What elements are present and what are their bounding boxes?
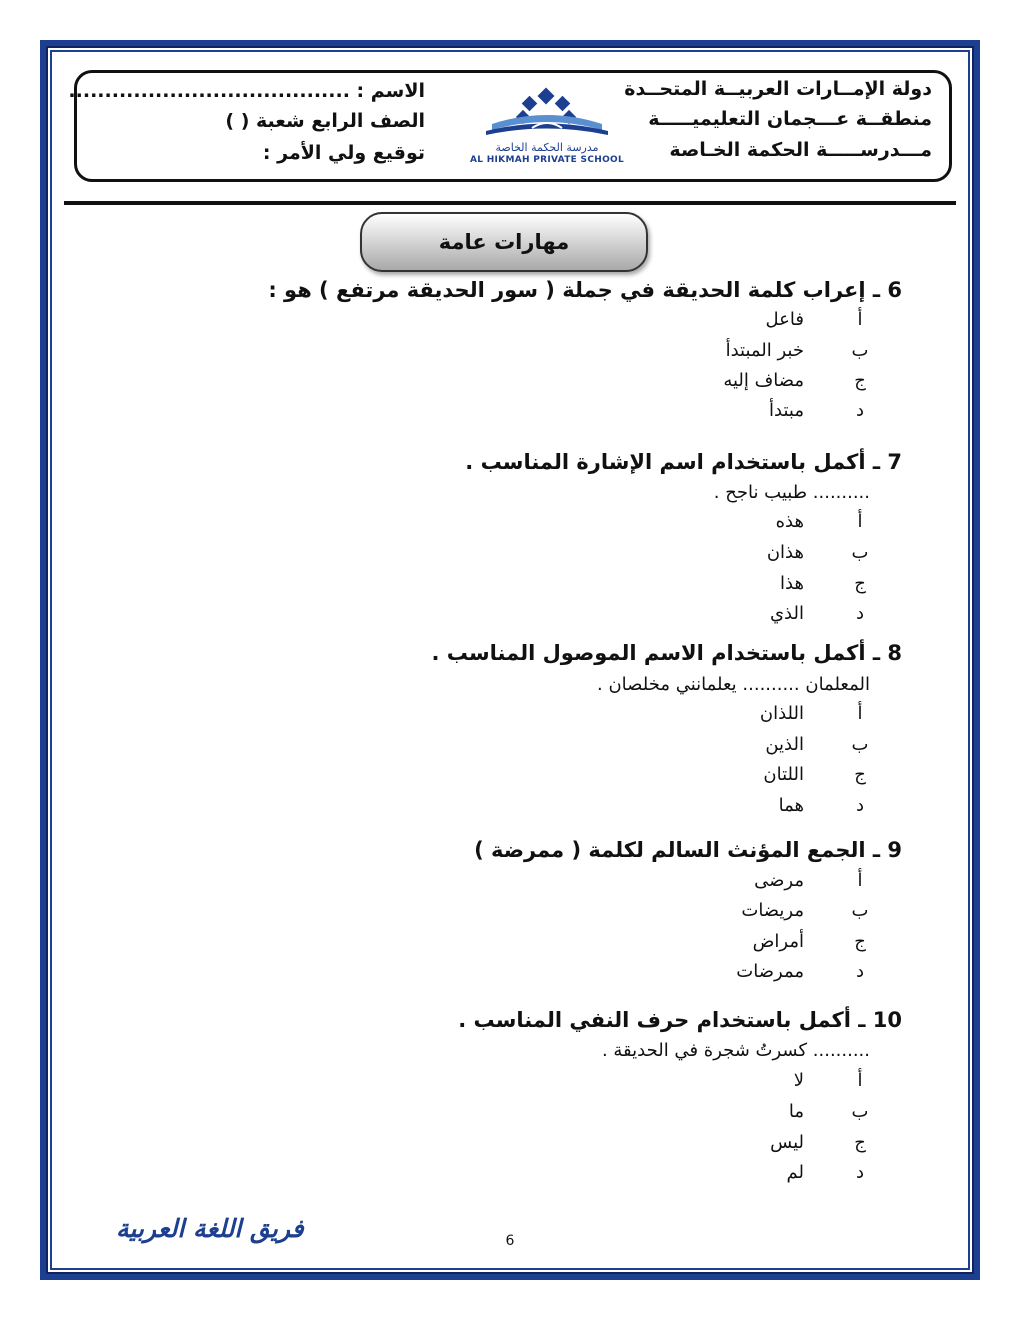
question-10-prompt: .......... كسرتُ شجرة في الحديقة . — [601, 1040, 870, 1061]
question-8-option-b[interactable] — [610, 734, 870, 762]
option-text: هذه — [775, 511, 804, 532]
question-8-option-c[interactable] — [610, 764, 870, 792]
option-text: ليس — [770, 1132, 804, 1153]
school-logo-emblem-icon — [462, 84, 632, 144]
question-7-title: 7 ـ أكمل باستخدام اسم الإشارة المناسب . — [465, 450, 902, 474]
option-letter: أ — [857, 703, 863, 724]
footer-team-name: فريق اللغة العربية — [116, 1214, 304, 1243]
option-text: لم — [786, 1162, 804, 1183]
option-text: أمراض — [752, 931, 804, 952]
option-text: ما — [788, 1101, 804, 1122]
option-text: مضاف إليه — [723, 370, 804, 391]
header-divider — [64, 201, 956, 205]
option-letter: د — [855, 400, 864, 421]
option-letter: ج — [854, 931, 866, 952]
school-logo — [462, 84, 632, 168]
option-letter: ج — [854, 370, 866, 391]
option-letter: د — [855, 1162, 864, 1183]
question-10-option-b[interactable] — [610, 1101, 870, 1129]
option-letter: أ — [857, 1070, 863, 1091]
question-8-option-a[interactable] — [610, 703, 870, 731]
option-letter: ب — [851, 1101, 869, 1122]
option-letter: أ — [857, 309, 863, 330]
option-letter: أ — [857, 511, 863, 532]
question-8-prompt: المعلمان .......... يعلمانني مخلصان . — [597, 674, 870, 695]
question-7-option-a[interactable] — [610, 511, 870, 539]
option-text: هذا — [780, 573, 804, 594]
country-line: دولة الإمــارات العربيــة المتحــدة — [624, 78, 932, 100]
option-text: مبتدأ — [769, 400, 804, 421]
question-10-option-c[interactable] — [610, 1132, 870, 1160]
question-6-option-c[interactable] — [610, 370, 870, 398]
question-7-option-b[interactable] — [610, 542, 870, 570]
question-9-option-d[interactable] — [610, 961, 870, 989]
question-9-option-b[interactable] — [610, 900, 870, 928]
option-letter: ج — [854, 764, 866, 785]
option-text: هذان — [766, 542, 804, 563]
option-letter: ب — [851, 734, 869, 755]
zone-line: منطقــة عـــجمان التعليميـــــة — [648, 108, 932, 130]
option-text: فاعل — [765, 309, 804, 330]
option-letter: ب — [851, 542, 869, 563]
question-10-title: 10 ـ أكمل باستخدام حرف النفي المناسب . — [458, 1008, 902, 1032]
option-text: خبر المبتدأ — [725, 340, 804, 361]
option-text: ممرضات — [736, 961, 804, 982]
option-letter: ب — [851, 340, 869, 361]
question-6-option-d[interactable] — [610, 400, 870, 428]
option-text: الذين — [765, 734, 804, 755]
option-text: الذي — [769, 603, 804, 624]
option-letter: د — [855, 603, 864, 624]
logo-arabic-name: مدرسة الحكمة الخاصة — [495, 141, 599, 154]
question-6-title: 6 ـ إعراب كلمة الحديقة في جملة ( سور الحديقة مرتفع ) هو : — [268, 278, 902, 302]
option-letter: ب — [851, 900, 869, 921]
question-8-title: 8 ـ أكمل باستخدام الاسم الموصول المناسب . — [431, 641, 902, 665]
question-10-option-a[interactable] — [610, 1070, 870, 1098]
question-7-prompt: .......... طبيب ناجح . — [713, 482, 870, 503]
logo-english-name: AL HIKMAH PRIVATE SCHOOL — [469, 155, 625, 165]
option-text: اللتان — [763, 764, 804, 785]
question-8-option-d[interactable] — [610, 795, 870, 823]
student-name-field[interactable]: الاسم : ....................................... — [68, 80, 425, 102]
question-9-option-c[interactable] — [610, 931, 870, 959]
question-10-option-d[interactable] — [610, 1162, 870, 1190]
question-7-option-c[interactable] — [610, 573, 870, 601]
question-9-title: 9 ـ الجمع المؤنث السالم لكلمة ( ممرضة ) — [474, 838, 902, 862]
option-text: هما — [778, 795, 804, 816]
option-letter: د — [855, 795, 864, 816]
option-letter: ج — [854, 573, 866, 594]
school-line: مـــدرســـــة الحكمة الخـاصة — [669, 139, 932, 161]
question-9-option-a[interactable] — [610, 870, 870, 898]
option-text: لا — [793, 1070, 804, 1091]
question-6-option-b[interactable] — [610, 340, 870, 368]
option-text: اللذان — [759, 703, 804, 724]
option-text: مرضى — [754, 870, 804, 891]
grade-section-field[interactable]: الصف الرابع شعبة ( ) — [225, 110, 425, 132]
question-6-option-a[interactable] — [610, 309, 870, 337]
option-text: مريضات — [741, 900, 804, 921]
guardian-signature-field[interactable]: توقيع ولي الأمر : — [262, 142, 425, 164]
page-number: 6 — [505, 1233, 515, 1249]
option-letter: ج — [854, 1132, 866, 1153]
question-7-option-d[interactable] — [610, 603, 870, 631]
option-letter: د — [855, 961, 864, 982]
option-letter: أ — [857, 870, 863, 891]
section-title: مهارات عامة — [360, 212, 648, 272]
